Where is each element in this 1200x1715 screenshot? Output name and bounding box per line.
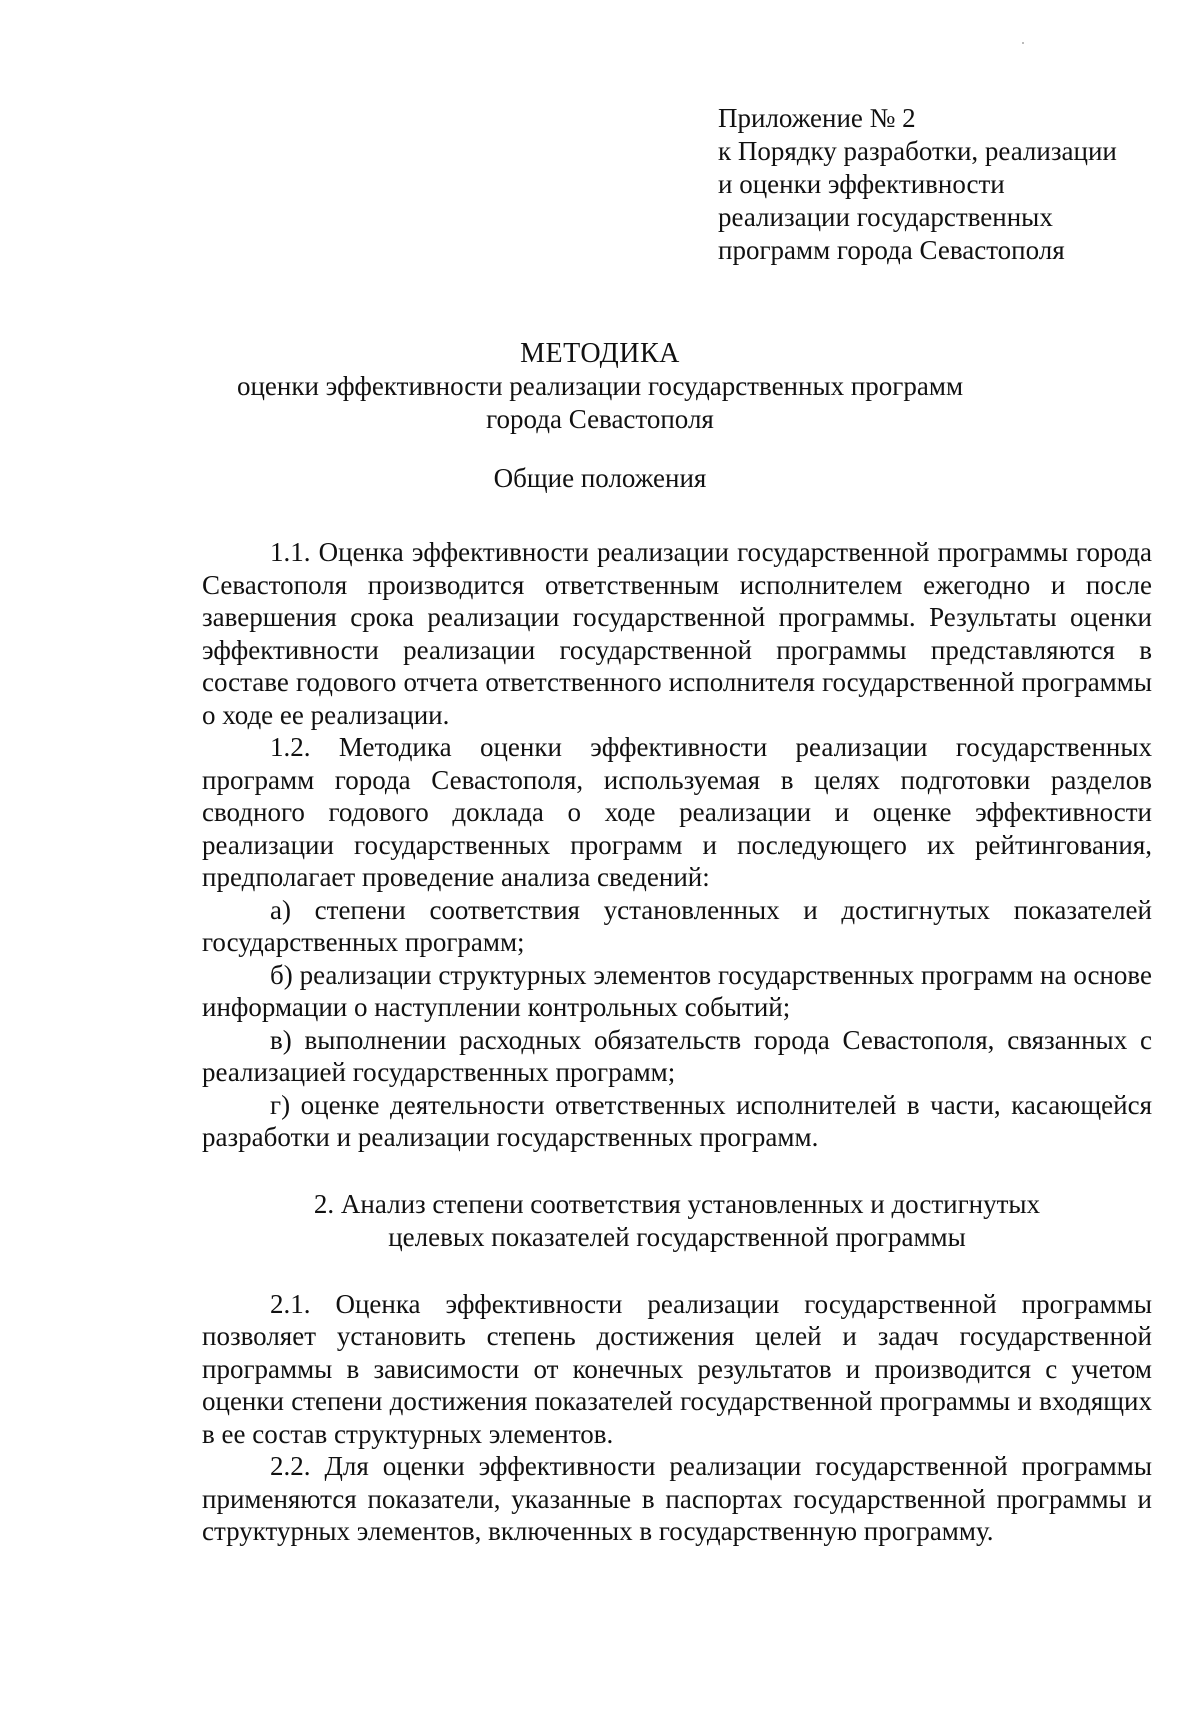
appendix-line: реализации государственных: [718, 202, 1053, 232]
title-line: города Севастополя: [486, 404, 714, 434]
section-heading-general: Общие положения: [493, 463, 707, 493]
appendix-line: к Порядку разработки, реализации: [718, 136, 1117, 166]
appendix-header: [718, 102, 1178, 267]
title-line: оценки эффективности реализации государственных программ: [236, 371, 964, 401]
title-main: МЕТОДИКА: [520, 338, 680, 369]
paragraph-2-2: 2.2. Для оценки эффективности реализации государственной программы применяются показатели, указанные в паспортах государственной программы и структурных элементов, включенных в государственную программу.: [202, 1451, 1152, 1546]
document-title: [150, 337, 1050, 495]
list-item-a: а) степени соответствия установленных и достигнутых показателей государственных программ;: [202, 894, 1152, 957]
list-item-b: б) реализации структурных элементов государственных программ на основе информации о наступлении контрольных событий;: [202, 959, 1152, 1022]
scan-speck: [1022, 42, 1024, 44]
appendix-line: и оценки эффективности: [718, 169, 1005, 199]
paragraph-2-1: 2.1. Оценка эффективности реализации государственной программы позволяет установить степень достижения целей и задач государственной программы в зависимости от конечных результатов и производится с учетом оценки степени достижения показателей государственной программы и входящих в ее состав структурных элементов.: [202, 1288, 1152, 1449]
paragraph-1-1: 1.1. Оценка эффективности реализации государственной программы города Севастополя производится ответственным исполнителем ежегодно и после завершения срока реализации государственной программы. Результаты оценки эффективности реализации государственной программы представляются в составе годового отчета ответственного исполнителя государственной программы о ходе ее реализации.: [202, 537, 1152, 730]
appendix-line: Приложение № 2: [718, 103, 916, 133]
section-heading-line: 2. Анализ степени соответствия установленных и достигнутых: [313, 1188, 1041, 1219]
list-item-g: г) оценке деятельности ответственных исполнителей в части, касающейся разработки и реализации государственных программ.: [202, 1089, 1152, 1152]
document-body: [202, 536, 1152, 1548]
appendix-line: программ города Севастополя: [718, 235, 1065, 265]
paragraph-1-2: 1.2. Методика оценки эффективности реализации государственных программ города Севастополя, используемая в целях подготовки разделов сводного годового доклада о ходе реализации и оценке эффективности реализации государственных программ и последующего их рейтингования, предполагает проведение анализа сведений:: [202, 732, 1152, 892]
section-heading-line: целевых показателей государственной программы: [388, 1221, 966, 1252]
section-heading-2: [202, 1188, 1152, 1254]
list-item-v: в) выполнении расходных обязательств города Севастополя, связанных с реализацией государственных программ;: [202, 1024, 1152, 1087]
